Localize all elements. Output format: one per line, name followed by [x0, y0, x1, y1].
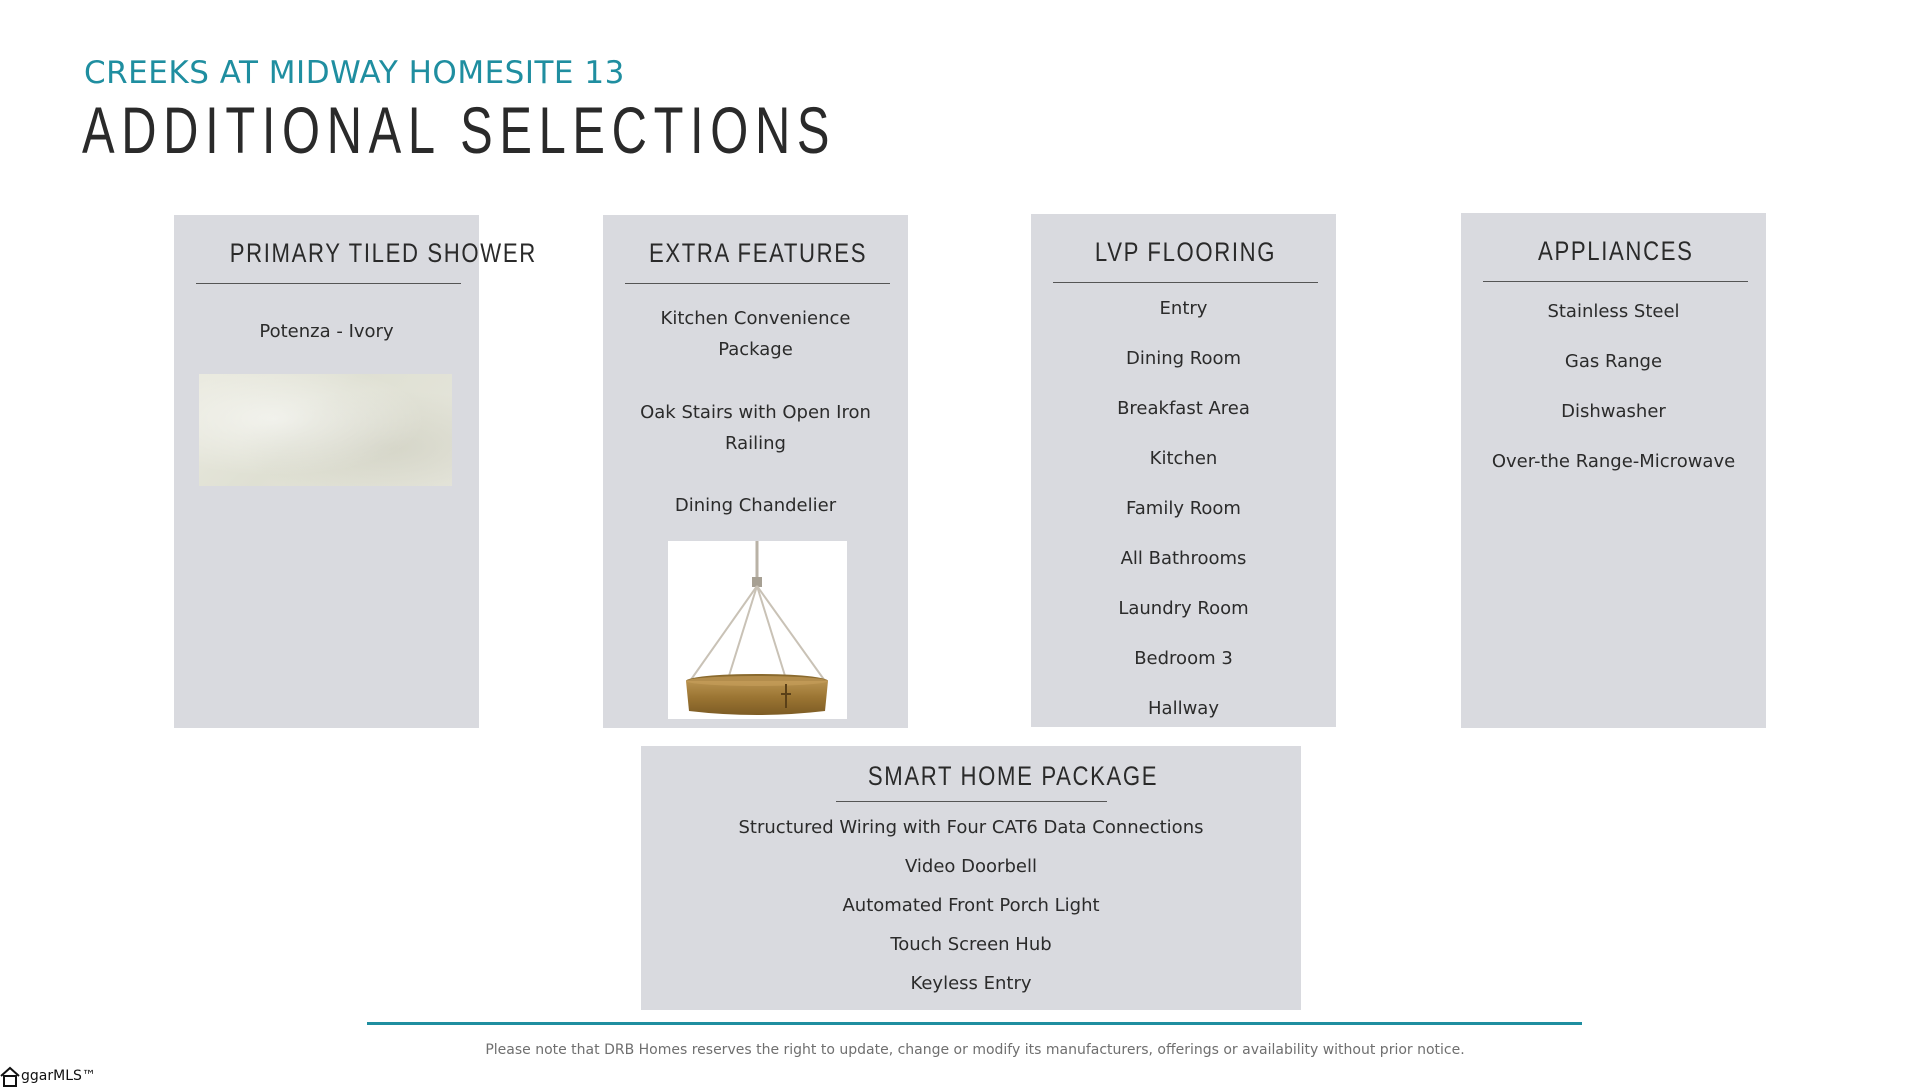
list-item: Potenza - Ivory — [259, 321, 394, 342]
list-item: Package — [718, 339, 793, 360]
page-subtitle: CREEKS AT MIDWAY HOMESITE 13 — [84, 55, 625, 91]
list-item: Entry — [1159, 298, 1208, 319]
chandelier-icon — [668, 541, 847, 719]
panel-heading-text: SMART HOME PACKAGE — [867, 761, 1159, 791]
panel-heading — [1483, 213, 1748, 282]
panel-smart-home-package — [641, 746, 1301, 1010]
panel-extra-features — [603, 215, 908, 728]
panel-heading — [196, 215, 537, 284]
list-item: Bedroom 3 — [1134, 648, 1233, 669]
page-title: ADDITIONAL SELECTIONS — [82, 93, 837, 167]
list-item: Dining Room — [1125, 348, 1242, 369]
list-item: Kitchen Convenience — [660, 308, 851, 329]
list-item: Railing — [725, 433, 786, 454]
panel-heading — [836, 746, 1159, 802]
panel-primary-tiled-shower — [174, 215, 537, 728]
list-item: Laundry Room — [1118, 598, 1249, 619]
list-item: Keyless Entry — [910, 973, 1032, 994]
chandelier-image — [668, 541, 847, 719]
disclaimer-text: Please note that DRB Homes reserves the right to update, change or modify its manufacturers, offerings or availability without prior notice. — [485, 1042, 1465, 1058]
panel-heading-text: EXTRA FEATURES — [648, 238, 868, 268]
tile-swatch-image — [199, 374, 452, 486]
list-item: Automated Front Porch Light — [842, 895, 1100, 916]
house-icon — [0, 1065, 20, 1087]
list-item: Oak Stairs with Open Iron — [640, 402, 871, 423]
panel-appliances — [1461, 213, 1766, 728]
list-item: Stainless Steel — [1547, 301, 1680, 322]
panel-heading-text: LVP FLOORING — [1094, 237, 1277, 267]
list-item: Dishwasher — [1561, 401, 1666, 422]
list-item: Family Room — [1126, 498, 1241, 519]
list-item: Video Doorbell — [905, 856, 1037, 877]
list-item: Hallway — [1148, 698, 1219, 719]
panel-heading-text: PRIMARY TILED SHOWER — [229, 238, 537, 268]
panel-heading-text: APPLIANCES — [1537, 236, 1694, 266]
logo-text: ggarMLS™ — [21, 1068, 96, 1084]
list-item: Touch Screen Hub — [890, 934, 1052, 955]
list-item: All Bathrooms — [1120, 548, 1247, 569]
list-item: Over-the Range-Microwave — [1491, 451, 1736, 472]
list-item: Structured Wiring with Four CAT6 Data Connections — [738, 817, 1204, 838]
list-item: Breakfast Area — [1117, 398, 1250, 419]
panel-heading — [1053, 214, 1318, 283]
list-item: Kitchen — [1149, 448, 1218, 469]
list-item: Dining Chandelier — [674, 495, 837, 516]
mls-logo — [0, 1064, 96, 1088]
footer-divider — [367, 1022, 1582, 1025]
list-item: Gas Range — [1564, 351, 1663, 372]
panel-lvp-flooring — [1031, 214, 1336, 727]
panel-heading — [625, 215, 890, 284]
